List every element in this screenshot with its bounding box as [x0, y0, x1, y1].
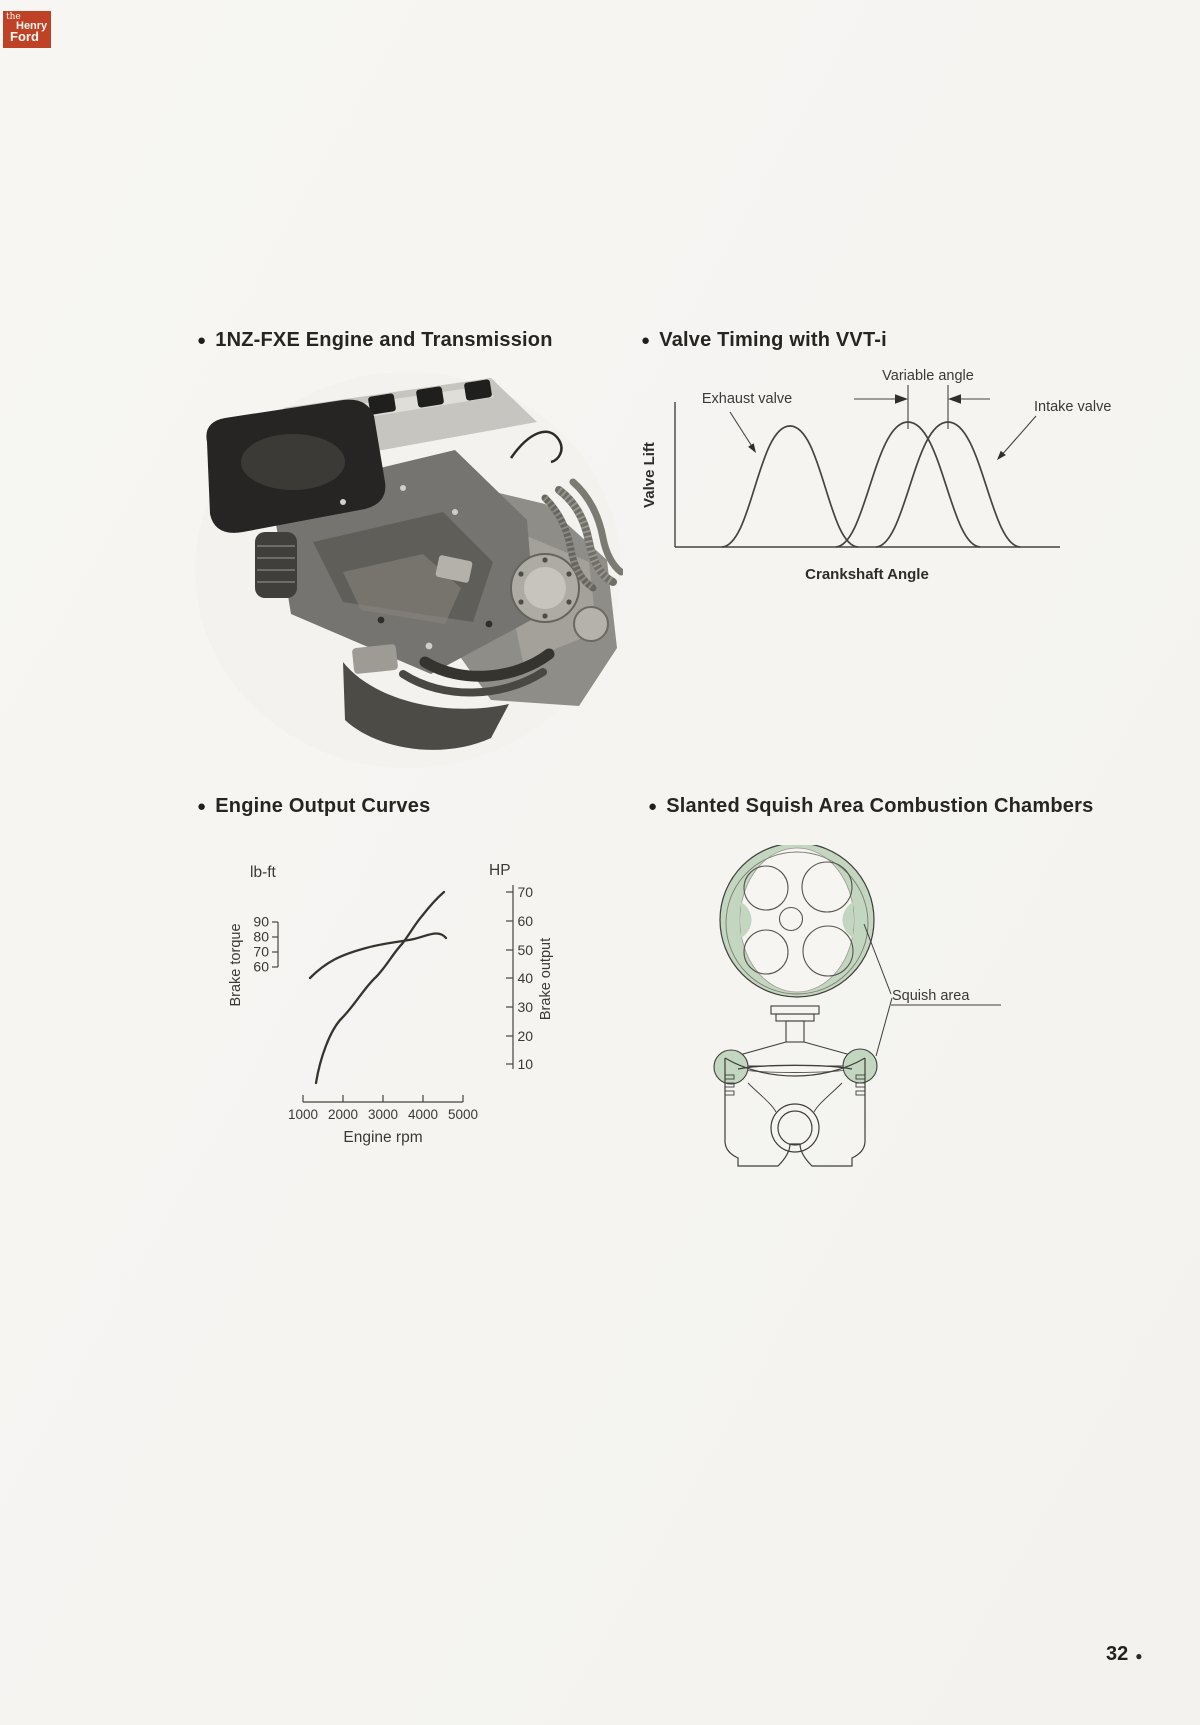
- rpm-tick: 5000: [447, 1107, 479, 1122]
- intake-valve-label: Intake valve: [1034, 399, 1112, 415]
- exhaust-valve-curve: [722, 426, 858, 547]
- engine-output-chart: [228, 855, 573, 1155]
- bullet-icon: ●: [197, 332, 207, 349]
- torque-unit-label: lb-ft: [250, 864, 276, 881]
- arrow-right-icon: [895, 394, 908, 404]
- section-title-output-curves: [197, 795, 430, 818]
- hp-scale: [506, 885, 513, 1069]
- hp-tick: 20: [517, 1028, 534, 1044]
- output-axis-label: Brake output: [538, 937, 554, 1021]
- bullet-icon: ●: [641, 332, 651, 349]
- rpm-tick: 2000: [327, 1107, 359, 1122]
- page-number-dot-icon: ●: [1135, 1649, 1143, 1663]
- intake-leader-line: [1000, 416, 1036, 457]
- intake-valve-curve-advanced: [836, 422, 980, 547]
- rpm-axis-label: Engine rpm: [343, 1129, 423, 1146]
- logo-henry: Henry: [16, 20, 48, 32]
- torque-tick: 60: [253, 958, 269, 975]
- logo-the: the: [6, 12, 21, 22]
- torque-curve: [310, 934, 446, 979]
- torque-tick: 70: [253, 943, 269, 960]
- section-title-text: Valve Timing with VVT-i: [659, 329, 887, 351]
- crankshaft-angle-axis-label: Crankshaft Angle: [805, 566, 929, 583]
- torque-scale: [272, 922, 278, 967]
- henry-ford-logo: [3, 11, 51, 48]
- logo-ford: Ford: [10, 29, 39, 44]
- exhaust-valve-label: Exhaust valve: [701, 391, 793, 407]
- hp-tick: 60: [517, 913, 534, 929]
- squish-area-label: Squish area: [892, 988, 970, 1004]
- hp-tick: 30: [517, 999, 534, 1015]
- section-title-engine: [197, 329, 553, 352]
- torque-tick: 80: [253, 928, 269, 945]
- rpm-tick: 1000: [287, 1107, 319, 1122]
- engine-photo-illustration: [195, 372, 621, 768]
- valve-timing-axes: [675, 402, 1060, 547]
- section-title-valve-timing: [641, 329, 887, 352]
- engine-photo: [193, 362, 623, 772]
- hp-tick: 40: [517, 970, 534, 986]
- section-title-text: Engine Output Curves: [215, 795, 431, 817]
- page-number-text: 32: [1106, 1643, 1129, 1665]
- section-title-squish: [648, 795, 1093, 818]
- chamber-top-view: [720, 845, 874, 997]
- rpm-tick: 4000: [407, 1107, 439, 1122]
- pointer-line-bottom: [876, 998, 892, 1056]
- valve-timing-diagram: [590, 352, 1120, 592]
- section-title-text: Slanted Squish Area Combustion Chambers: [666, 795, 1094, 817]
- squish-diagram: [655, 845, 1055, 1180]
- intake-valve-curve-retarded: [876, 422, 1020, 547]
- power-curve: [316, 892, 444, 1083]
- variable-angle-label: Variable angle: [882, 368, 974, 384]
- arrow-down-right-icon: [748, 443, 756, 453]
- torque-tick: 90: [253, 913, 269, 930]
- valve-lift-axis-label: Valve Lift: [641, 442, 658, 508]
- bullet-icon: ●: [197, 798, 207, 815]
- bullet-icon: ●: [648, 798, 658, 815]
- torque-axis-label: Brake torque: [228, 923, 244, 1007]
- hp-tick: 10: [517, 1056, 534, 1072]
- rpm-scale: [303, 1095, 463, 1102]
- page-number: [1106, 1643, 1143, 1666]
- hp-unit-label: HP: [489, 862, 511, 879]
- exhaust-leader-line: [730, 412, 753, 448]
- hp-tick: 50: [517, 942, 534, 958]
- rpm-tick: 3000: [367, 1107, 399, 1122]
- variable-angle-markers: [854, 385, 990, 429]
- hp-tick: 70: [517, 884, 534, 900]
- spark-plug-circle: [780, 908, 803, 931]
- pointer-line-top: [864, 924, 891, 994]
- section-title-text: 1NZ-FXE Engine and Transmission: [215, 329, 553, 351]
- arrow-left-icon: [948, 394, 961, 404]
